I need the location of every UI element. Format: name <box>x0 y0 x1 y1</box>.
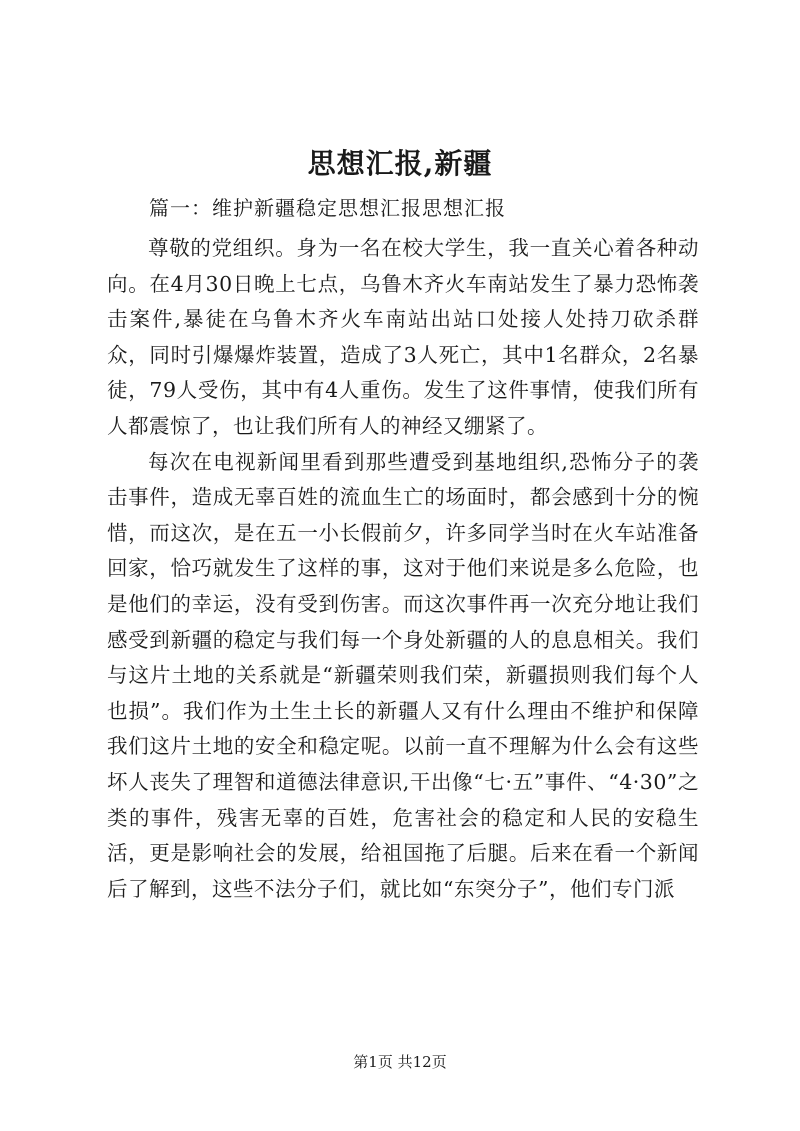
paragraph-1: 尊敬的党组织。身为一名在校大学生，我一直关心着各种动向。在4月30日晚上七点，乌鲁木齐火车南站发生了暴力恐怖袭击案件,暴徒在乌鲁木齐火车南站出站口处接人处持刀砍杀群众，同时引爆爆炸装置，造成了3人死亡，其中1名群众，2名暴徒，79人受伤，其中有4人重伤。发生了这件事情，使我们所有人都震惊了，也让我们所有人的神经又绷紧了。 <box>107 236 699 438</box>
paragraph-2: 每次在电视新闻里看到那些遭受到基地组织,恐怖分子的袭击事件，造成无辜百姓的流血生亡的场面时，都会感到十分的惋惜，而这次，是在五一小长假前夕，许多同学当时在火车站准备回家，恰巧就发生了这样的事，这对于他们来说是多么危险，也是他们的幸运，没有受到伤害。而这次事件再一次充分地让我们感受到新疆的稳定与我们每一个身处新疆的人的息息相关。我们与这片土地的关系就是“新疆荣则我们荣，新疆损则我们每个人也损”。我们作为土生土长的新疆人又有什么理由不维护和保障我们这片土地的安全和稳定呢。以前一直不理解为什么会有这些坏人丧失了理智和道德法律意识,干出像“七·五”事件、“4·30”之类的事件，残害无辜的百姓，危害社会的稳定和人民的安稳生活，更是影响社会的发展，给祖国拖了后腿。后来在看一个新闻后了解到，这些不法分子们，就比如“东突分子”，他们专门派 <box>107 449 699 901</box>
page-footer: 第1页 共12页 <box>353 1053 447 1071</box>
document-body <box>107 231 699 907</box>
document-title: 思想汇报,新疆 <box>307 147 493 180</box>
section-heading: 篇一：维护新疆稳定思想汇报思想汇报 <box>149 196 506 220</box>
